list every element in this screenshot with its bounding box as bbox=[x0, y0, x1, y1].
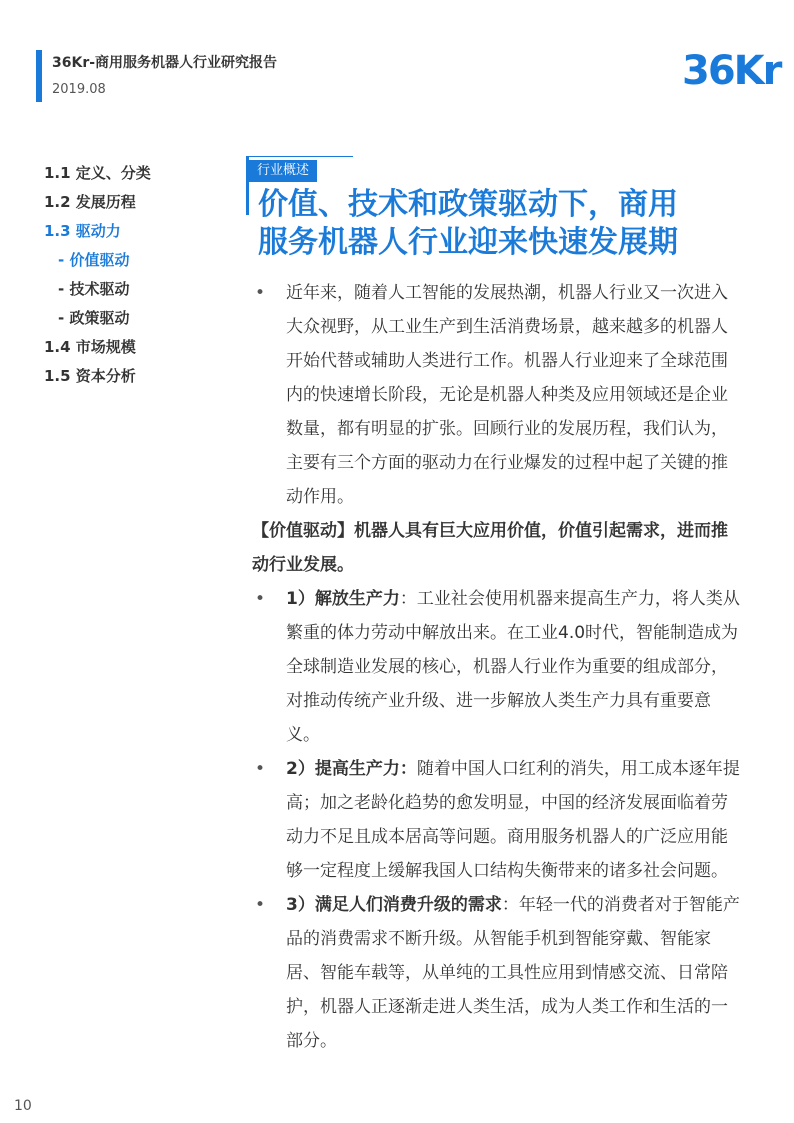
table-of-contents bbox=[44, 163, 224, 395]
36kr-logo bbox=[682, 38, 781, 96]
point-title: 3）满足人们消费升级的需求 bbox=[286, 895, 502, 915]
toc-item-drivers[interactable]: 1.3 驱动力 bbox=[44, 222, 121, 240]
title-line-2: 服务机器人行业迎来快速发展期 bbox=[258, 225, 678, 260]
value-driver-heading: 【价值驱动】机器人具有巨大应用价值，价值引起需求，进而推动行业发展。 bbox=[252, 521, 728, 575]
section-tag: 行业概述 bbox=[249, 160, 317, 182]
toc-item-market-size[interactable]: 1.4 市场规模 bbox=[44, 338, 136, 356]
svg-text:36Kr: 36Kr bbox=[682, 48, 781, 94]
point-text: ：工业社会使用机器来提高生产力，将人类从繁重的体力劳动中解放出来。在工业4.0时代，智能制造成为全球制造业发展的核心，机器人行业作为重要的组成部分，对推动传统产业升级、进一步解放人类生产力具有重要意义。 bbox=[286, 589, 740, 745]
title-line-1: 价值、技术和政策驱动下，商用 bbox=[258, 187, 678, 222]
point-title: 1）解放生产力 bbox=[286, 589, 400, 609]
point-improve-productivity bbox=[252, 752, 742, 888]
body-content bbox=[252, 276, 742, 1058]
page-number: 10 bbox=[14, 1098, 32, 1114]
point-text: 随着中国人口红利的消失，用工成本逐年提高；加之老龄化趋势的愈发明显，中国的经济发展面临着劳动力不足且成本居高等问题。商用服务机器人的广泛应用能够一定程度上缓解我国人口结构失衡带来的诸多社会问题。 bbox=[286, 759, 740, 881]
toc-item-tech-driver[interactable]: - 技术驱动 bbox=[58, 280, 130, 298]
point-liberate-productivity bbox=[252, 582, 742, 752]
toc-item-capital-analysis[interactable]: 1.5 资本分析 bbox=[44, 367, 136, 385]
header-accent-bar bbox=[36, 50, 42, 102]
page-title bbox=[258, 186, 758, 262]
report-title: 36Kr-商用服务机器人行业研究报告 bbox=[52, 55, 278, 71]
intro-paragraph: • 近年来，随着人工智能的发展热潮，机器人行业又一次进入大众视野，从工业生产到生活消费场景，越来越多的机器人开始代替或辅助人类进行工作。机器人行业迎来了全球范围内的快速增长阶段，无论是机器人种类及应用领域还是企业数量，都有明显的扩张。回顾行业的发展历程，我们认为，主要有三个方面的驱动力在行业爆发的过程中起了关键的推动作用。 bbox=[252, 276, 742, 514]
report-date: 2019.08 bbox=[52, 82, 106, 97]
toc-item-policy-driver[interactable]: - 政策驱动 bbox=[58, 309, 130, 327]
toc-item-definition[interactable]: 1.1 定义、分类 bbox=[44, 164, 151, 182]
toc-item-history[interactable]: 1.2 发展历程 bbox=[44, 193, 136, 211]
point-text: ：年轻一代的消费者对于智能产品的消费需求不断升级。从智能手机到智能穿戴、智能家居、智能车载等，从单纯的工具性应用到情感交流、日常陪护，机器人正逐渐走进人类生活，成为人类工作和生活的一部分。 bbox=[286, 895, 740, 1051]
toc-item-value-driver[interactable]: - 价值驱动 bbox=[58, 251, 130, 269]
point-title: 2）提高生产力： bbox=[286, 759, 417, 779]
point-consumption-upgrade bbox=[252, 888, 742, 1058]
